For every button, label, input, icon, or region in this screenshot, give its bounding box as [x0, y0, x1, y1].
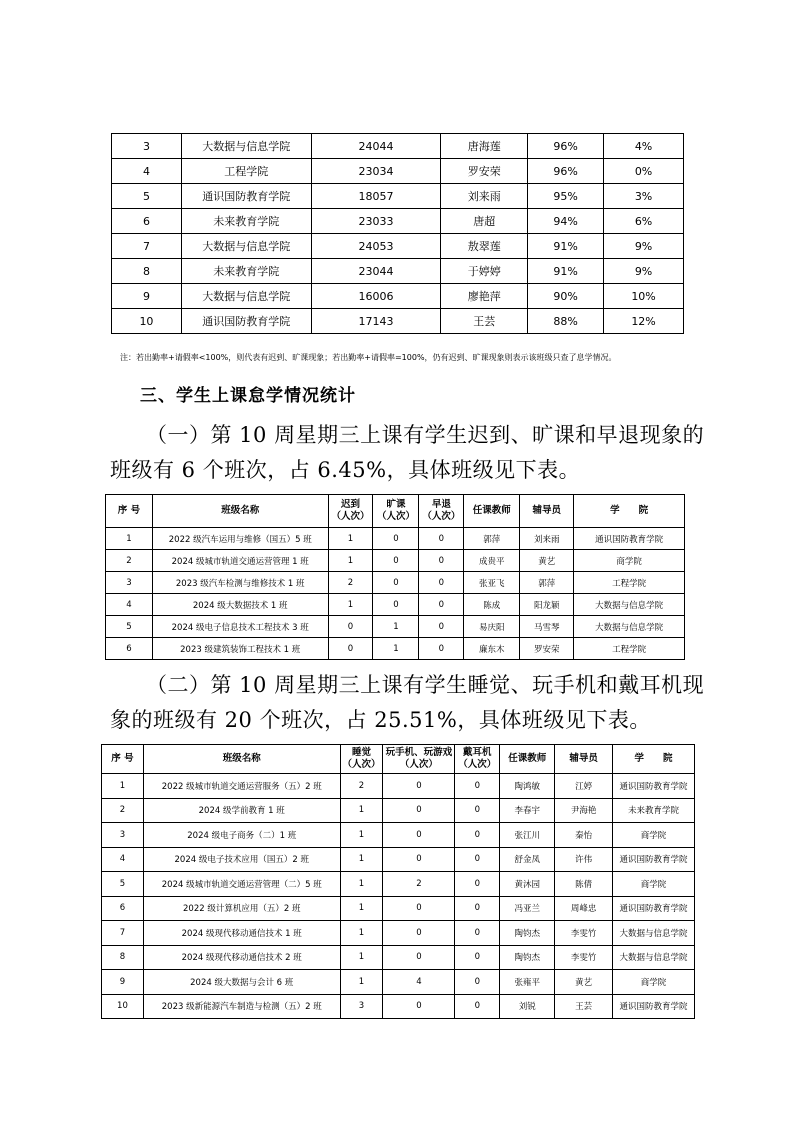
- table-row: [106, 616, 685, 638]
- table-cell: 2023 级汽车检测与维修技术 1 班: [152, 572, 328, 594]
- table-cell: 2024 级电子技术应用（国五）2 班: [143, 847, 340, 872]
- table-row: [102, 823, 695, 848]
- table-cell: 1: [340, 896, 383, 921]
- attendance-ranking-table: [111, 133, 684, 334]
- table-cell: 1: [340, 945, 383, 970]
- table-cell: 0: [419, 594, 464, 616]
- table-cell: 2024 级现代移动通信技术 2 班: [143, 945, 340, 970]
- table-cell: 1: [106, 528, 153, 550]
- table-cell: 秦怡: [555, 823, 613, 848]
- table-cell: 0: [383, 921, 455, 946]
- column-header: 学 院: [613, 745, 695, 774]
- table-cell: 李春宇: [500, 798, 555, 823]
- table-row: [102, 994, 695, 1019]
- table-cell: 2024 级大数据技术 1 班: [152, 594, 328, 616]
- table-cell: 周峰忠: [555, 896, 613, 921]
- table-cell: 1: [340, 921, 383, 946]
- table-cell: 0: [373, 550, 419, 572]
- table-row: [102, 774, 695, 799]
- table-cell: 0%: [604, 159, 684, 184]
- table-cell: 3%: [604, 184, 684, 209]
- table-cell: 大数据与信息学院: [181, 134, 311, 159]
- table-cell: 2024 级城市轨道交通运营管理 1 班: [152, 550, 328, 572]
- column-header: 辅导员: [520, 495, 574, 528]
- table-row: [106, 572, 685, 594]
- table-cell: 0: [328, 638, 373, 660]
- table-cell: 91%: [528, 234, 604, 259]
- table-cell: 16006: [311, 284, 441, 309]
- table-cell: 2: [383, 872, 455, 897]
- table-cell: 通识国防教育学院: [181, 184, 311, 209]
- table-cell: 0: [383, 774, 455, 799]
- table-row: [106, 638, 685, 660]
- table-cell: 10%: [604, 284, 684, 309]
- table-cell: 江婷: [555, 774, 613, 799]
- table-cell: 王芸: [441, 309, 528, 334]
- paragraph-late-absence: （一）第 10 周星期三上课有学生迟到、旷课和早退现象的班级有 6 个班次，占 6.45%，具体班级见下表。: [110, 423, 705, 482]
- table-cell: 9%: [604, 259, 684, 284]
- section-heading: 三、学生上课怠学情况统计: [140, 386, 356, 406]
- table-cell: 23044: [311, 259, 441, 284]
- table-cell: 2024 级城市轨道交通运营管理（二）5 班: [143, 872, 340, 897]
- table-cell: 1: [328, 594, 373, 616]
- table-row: [112, 134, 684, 159]
- table-cell: 刘来雨: [441, 184, 528, 209]
- table-cell: 6: [106, 638, 153, 660]
- table-cell: 18057: [311, 184, 441, 209]
- table-cell: 5: [106, 616, 153, 638]
- table-cell: 10: [102, 994, 144, 1019]
- table-cell: 尹海艳: [555, 798, 613, 823]
- column-header: 任课教师: [464, 495, 520, 528]
- table-row: [112, 234, 684, 259]
- table-cell: 2024 级学前教育 1 班: [143, 798, 340, 823]
- table-cell: 刘锐: [500, 994, 555, 1019]
- table-cell: 3: [340, 994, 383, 1019]
- table-cell: 0: [455, 896, 500, 921]
- table-cell: 李雯竹: [555, 921, 613, 946]
- table-cell: 舒金凤: [500, 847, 555, 872]
- table-cell: 通识国防教育学院: [574, 528, 685, 550]
- table-cell: 0: [455, 921, 500, 946]
- table-cell: 10: [112, 309, 182, 334]
- table-cell: 0: [373, 594, 419, 616]
- table-cell: 2023 级建筑装饰工程技术 1 班: [152, 638, 328, 660]
- table-cell: 商学院: [613, 970, 695, 995]
- table-cell: 马雪琴: [520, 616, 574, 638]
- table-cell: 0: [328, 616, 373, 638]
- table-cell: 大数据与信息学院: [574, 616, 685, 638]
- table-cell: 张江川: [500, 823, 555, 848]
- table-cell: 于婷婷: [441, 259, 528, 284]
- table-cell: 陶鸿敏: [500, 774, 555, 799]
- table-cell: 陶钧杰: [500, 945, 555, 970]
- table-row: [102, 798, 695, 823]
- table-cell: 6: [112, 209, 182, 234]
- table-cell: 2022 级计算机应用（五）2 班: [143, 896, 340, 921]
- table-cell: 0: [373, 572, 419, 594]
- table-cell: 李雯竹: [555, 945, 613, 970]
- table-cell: 0: [383, 823, 455, 848]
- table-cell: 通识国防教育学院: [181, 309, 311, 334]
- column-header: 戴耳机 （人次）: [455, 745, 500, 774]
- table-cell: 0: [455, 970, 500, 995]
- table-cell: 冯亚兰: [500, 896, 555, 921]
- table-cell: 0: [373, 528, 419, 550]
- column-header: 学 院: [574, 495, 685, 528]
- table-cell: 0: [383, 798, 455, 823]
- table-cell: 1: [373, 638, 419, 660]
- table-cell: 未来教育学院: [181, 259, 311, 284]
- column-header: 早退 （人次）: [419, 495, 464, 528]
- table-cell: 95%: [528, 184, 604, 209]
- table-cell: 廖艳萍: [441, 284, 528, 309]
- table-cell: 4: [383, 970, 455, 995]
- table-cell: 2: [328, 572, 373, 594]
- table-row: [106, 528, 685, 550]
- column-header: 序 号: [106, 495, 153, 528]
- table-row: [102, 896, 695, 921]
- table-cell: 通识国防教育学院: [613, 994, 695, 1019]
- table-cell: 2024 级大数据与会计 6 班: [143, 970, 340, 995]
- table-cell: 2024 级现代移动通信技术 1 班: [143, 921, 340, 946]
- table-cell: 24044: [311, 134, 441, 159]
- column-header: 班级名称: [152, 495, 328, 528]
- table-cell: 3: [106, 572, 153, 594]
- table-row: [102, 847, 695, 872]
- table-cell: 陈倩: [555, 872, 613, 897]
- table-cell: 敖翠莲: [441, 234, 528, 259]
- table-cell: 0: [455, 994, 500, 1019]
- table-cell: 商学院: [613, 872, 695, 897]
- table-cell: 唐海莲: [441, 134, 528, 159]
- table-cell: 4: [102, 847, 144, 872]
- late-absence-table: [105, 494, 685, 660]
- table-cell: 0: [455, 774, 500, 799]
- table-cell: 8: [102, 945, 144, 970]
- table-cell: 1: [340, 798, 383, 823]
- table-cell: 24053: [311, 234, 441, 259]
- table-cell: 2024 级电子商务（二）1 班: [143, 823, 340, 848]
- table-cell: 23033: [311, 209, 441, 234]
- table-cell: 未来教育学院: [181, 209, 311, 234]
- table-cell: 大数据与信息学院: [181, 284, 311, 309]
- table-cell: 未来教育学院: [613, 798, 695, 823]
- table-cell: 罗安荣: [520, 638, 574, 660]
- table-cell: 4: [106, 594, 153, 616]
- table-cell: 9%: [604, 234, 684, 259]
- table-cell: 1: [328, 528, 373, 550]
- table-cell: 0: [383, 994, 455, 1019]
- table-cell: 工程学院: [181, 159, 311, 184]
- table-row: [112, 184, 684, 209]
- table-cell: 96%: [528, 159, 604, 184]
- table-row: [112, 309, 684, 334]
- table-cell: 2022 级汽车运用与维修（国五）5 班: [152, 528, 328, 550]
- table-cell: 2023 级新能源汽车制造与检测（五）2 班: [143, 994, 340, 1019]
- table-cell: 2: [102, 798, 144, 823]
- table-cell: 0: [455, 823, 500, 848]
- table-cell: 17143: [311, 309, 441, 334]
- table-cell: 1: [328, 550, 373, 572]
- table-row: [102, 945, 695, 970]
- table-cell: 88%: [528, 309, 604, 334]
- column-header: 序 号: [102, 745, 144, 774]
- table-cell: 刘来雨: [520, 528, 574, 550]
- table-cell: 0: [419, 550, 464, 572]
- table-row: [106, 550, 685, 572]
- table-footnote: 注：若出勤率+请假率<100%，则代表有迟到、旷课现象；若出勤率+请假率=100%，仍有迟到、旷课现象则表示该班级只查了息学情况。: [120, 353, 617, 362]
- column-header: 任课教师: [500, 745, 555, 774]
- table-cell: 7: [112, 234, 182, 259]
- table-row: [112, 209, 684, 234]
- table-cell: 0: [455, 798, 500, 823]
- table-cell: 通识国防教育学院: [613, 847, 695, 872]
- table-cell: 94%: [528, 209, 604, 234]
- table-cell: 5: [102, 872, 144, 897]
- table-cell: 1: [340, 847, 383, 872]
- table-cell: 3: [102, 823, 144, 848]
- table-cell: 91%: [528, 259, 604, 284]
- table-cell: 0: [383, 945, 455, 970]
- table-cell: 张亚飞: [464, 572, 520, 594]
- table-cell: 黄艺: [520, 550, 574, 572]
- table-cell: 郭萍: [464, 528, 520, 550]
- table-cell: 0: [455, 872, 500, 897]
- table-cell: 6: [102, 896, 144, 921]
- paragraph-sleep-phone: （二）第 10 周星期三上课有学生睡觉、玩手机和戴耳机现象的班级有 20 个班次，占 25.51%，具体班级见下表。: [110, 673, 705, 732]
- table-cell: 0: [383, 847, 455, 872]
- table-cell: 0: [419, 616, 464, 638]
- table-row: [102, 872, 695, 897]
- table-cell: 12%: [604, 309, 684, 334]
- table-cell: 许伟: [555, 847, 613, 872]
- table-cell: 张雍平: [500, 970, 555, 995]
- table-cell: 0: [419, 528, 464, 550]
- table-cell: 大数据与信息学院: [181, 234, 311, 259]
- table-cell: 易庆阳: [464, 616, 520, 638]
- table-cell: 2: [106, 550, 153, 572]
- table-cell: 陶钧杰: [500, 921, 555, 946]
- table-cell: 阳龙颖: [520, 594, 574, 616]
- table-row: [112, 259, 684, 284]
- table-cell: 王芸: [555, 994, 613, 1019]
- column-header: 迟到 （人次）: [328, 495, 373, 528]
- table-cell: 罗安荣: [441, 159, 528, 184]
- table-cell: 成贵平: [464, 550, 520, 572]
- table-cell: 4%: [604, 134, 684, 159]
- table-cell: 工程学院: [574, 638, 685, 660]
- table-cell: 大数据与信息学院: [613, 945, 695, 970]
- table-row: [102, 970, 695, 995]
- table-cell: 9: [102, 970, 144, 995]
- table-cell: 1: [340, 823, 383, 848]
- table-cell: 3: [112, 134, 182, 159]
- table-cell: 0: [383, 896, 455, 921]
- table-cell: 郭萍: [520, 572, 574, 594]
- table-cell: 1: [102, 774, 144, 799]
- table-cell: 唐超: [441, 209, 528, 234]
- sleep-phone-table: [101, 744, 695, 1019]
- table-cell: 6%: [604, 209, 684, 234]
- table-row: [112, 159, 684, 184]
- column-header: 睡觉 （人次）: [340, 745, 383, 774]
- table-cell: 陈成: [464, 594, 520, 616]
- table-cell: 8: [112, 259, 182, 284]
- table-cell: 1: [373, 616, 419, 638]
- table-row: [102, 921, 695, 946]
- table-cell: 通识国防教育学院: [613, 774, 695, 799]
- table-cell: 2024 级电子信息技术工程技术 3 班: [152, 616, 328, 638]
- table-cell: 大数据与信息学院: [613, 921, 695, 946]
- table-cell: 2: [340, 774, 383, 799]
- column-header: 玩手机、玩游戏 （人次）: [383, 745, 455, 774]
- table-cell: 23034: [311, 159, 441, 184]
- table-cell: 黄沐园: [500, 872, 555, 897]
- table-cell: 商学院: [613, 823, 695, 848]
- table-cell: 2022 级城市轨道交通运营服务（五）2 班: [143, 774, 340, 799]
- column-header: 旷课 （人次）: [373, 495, 419, 528]
- table-cell: 5: [112, 184, 182, 209]
- table-cell: 0: [419, 638, 464, 660]
- column-header: 辅导员: [555, 745, 613, 774]
- table-cell: 商学院: [574, 550, 685, 572]
- table-cell: 96%: [528, 134, 604, 159]
- table-cell: 黄艺: [555, 970, 613, 995]
- table-cell: 90%: [528, 284, 604, 309]
- table-cell: 9: [112, 284, 182, 309]
- table-cell: 大数据与信息学院: [574, 594, 685, 616]
- table-cell: 廉东木: [464, 638, 520, 660]
- table-cell: 1: [340, 872, 383, 897]
- table-cell: 4: [112, 159, 182, 184]
- table-row: [112, 284, 684, 309]
- table-cell: 0: [419, 572, 464, 594]
- table-cell: 7: [102, 921, 144, 946]
- table-cell: 通识国防教育学院: [613, 896, 695, 921]
- table-cell: 0: [455, 945, 500, 970]
- table-cell: 工程学院: [574, 572, 685, 594]
- table-row: [106, 594, 685, 616]
- column-header: 班级名称: [143, 745, 340, 774]
- table-cell: 1: [340, 970, 383, 995]
- table-cell: 0: [455, 847, 500, 872]
